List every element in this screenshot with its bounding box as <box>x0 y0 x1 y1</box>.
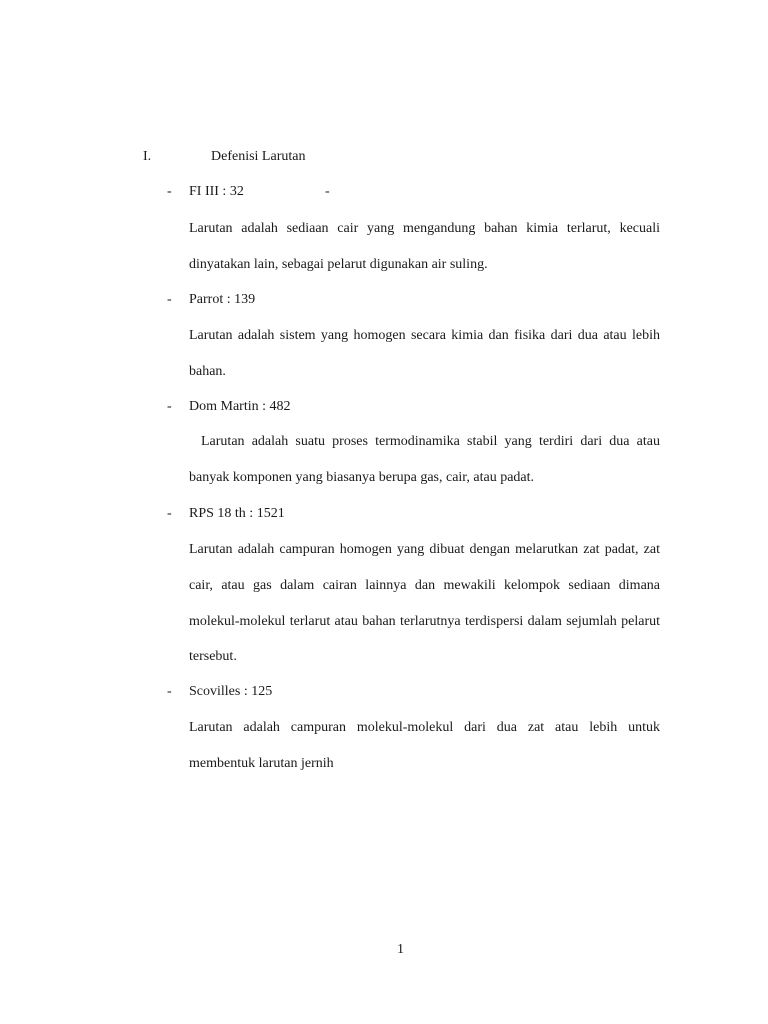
definition-source: RPS 18 th : 1521 <box>189 506 285 521</box>
definition-source: FI III : 32 <box>189 184 244 199</box>
definition-text: Larutan adalah campuran homogen yang dibuat dengan melarutkan zat padat, zat cair, atau gas dalam cairan lainnya dan mewakili kelompok sediaan dimana molekul-molekul terlarut atau bahan terlarutnya terdispersi dalam sejumlah pelarut tersebut. <box>189 542 660 665</box>
bullet-dash: - <box>167 292 172 307</box>
bullet-dash: - <box>167 684 172 699</box>
definition-text: Larutan adalah sistem yang homogen secara kimia dan fisika dari dua atau lebih bahan. <box>189 328 660 379</box>
section-number: I. <box>143 149 152 164</box>
definition-source: Scovilles : 125 <box>189 684 273 699</box>
definition-source: Parrot : 139 <box>189 292 256 307</box>
definition-text: Larutan adalah suatu proses termodinamika stabil yang terdiri dari dua atau banyak komponen yang biasanya berupa gas, cair, atau padat. <box>189 434 660 485</box>
stray-dash: - <box>325 184 330 199</box>
bullet-dash: - <box>167 184 172 199</box>
bullet-dash: - <box>167 399 172 414</box>
definition-text: Larutan adalah sediaan cair yang mengandung bahan kimia terlarut, kecuali dinyatakan lain, sebagai pelarut digunakan air suling. <box>189 221 660 272</box>
section-title: Defenisi Larutan <box>211 149 306 164</box>
page-number: 1 <box>397 942 404 957</box>
definition-source: Dom Martin : 482 <box>189 399 291 414</box>
bullet-dash: - <box>167 506 172 521</box>
definition-text: Larutan adalah campuran molekul-molekul dari dua zat atau lebih untuk membentuk larutan jernih <box>189 720 660 771</box>
